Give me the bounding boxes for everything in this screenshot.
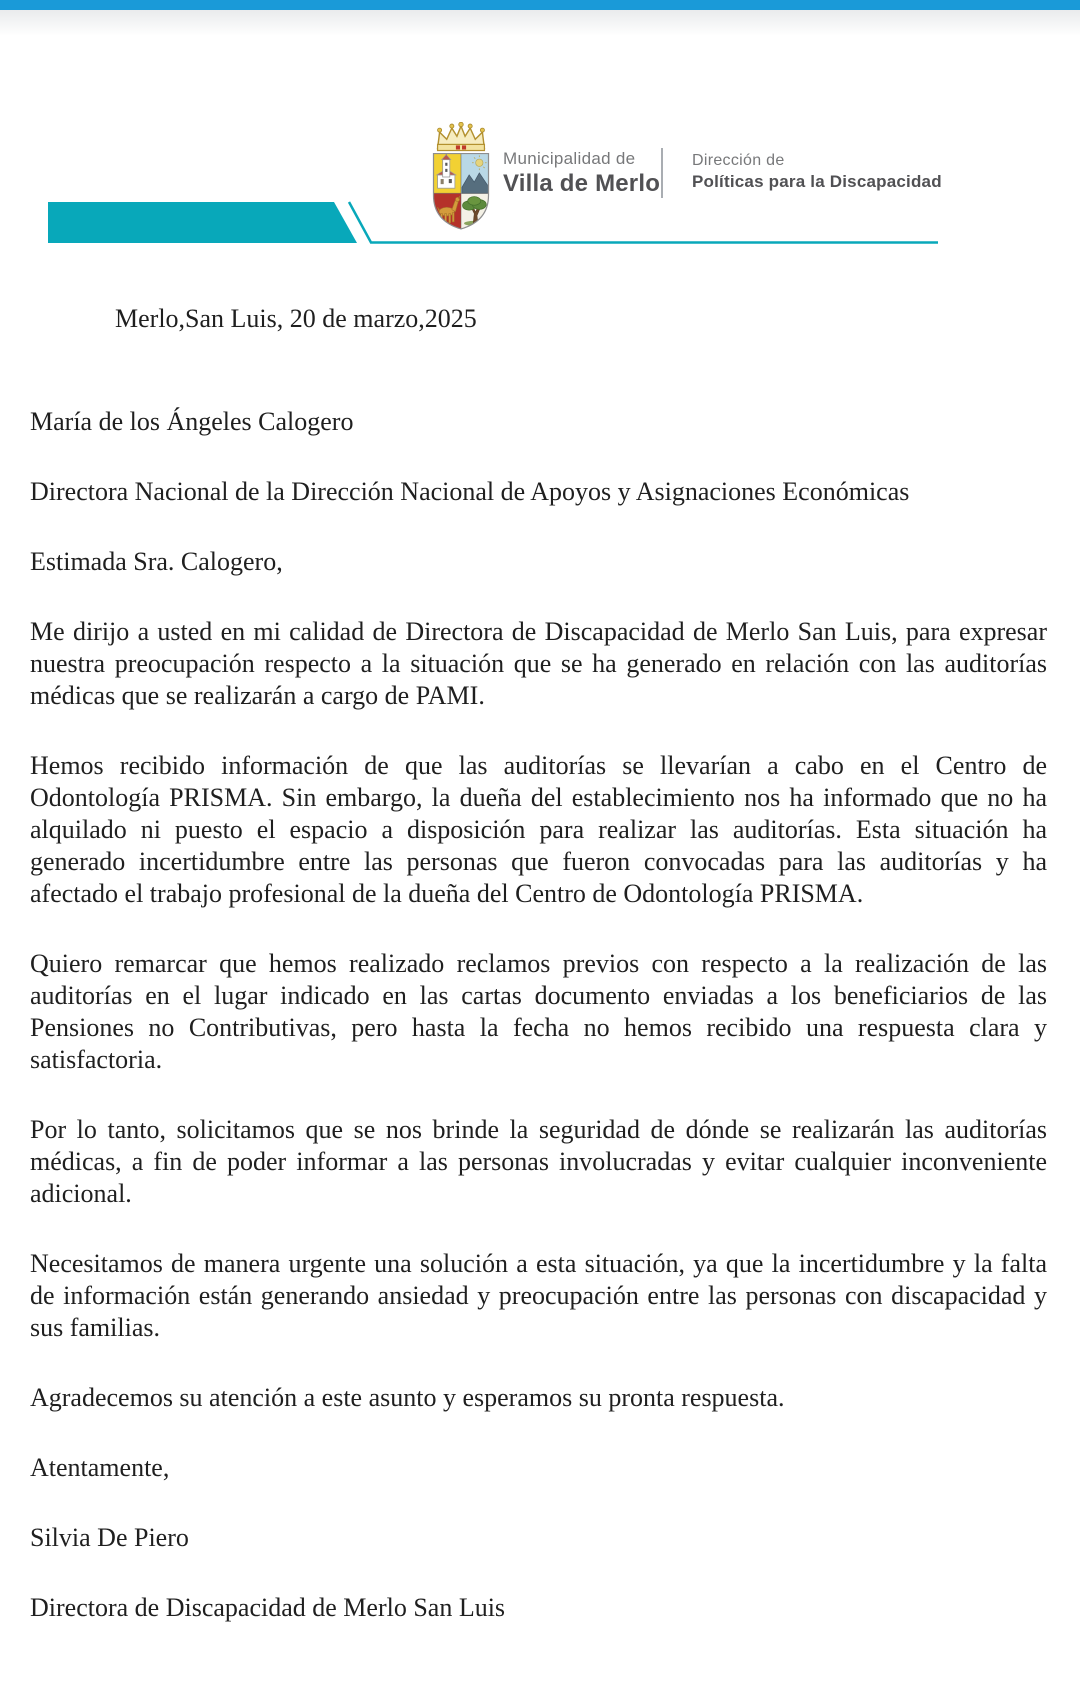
body-paragraph: Quiero remarcar que hemos realizado reclamos previos con respecto a la realización de las auditorías en el lugar indicado en las cartas documento enviadas a los beneficiarios de las Pensiones no Contributivas, pero hasta la fecha no hemos recibido una respuesta clara y satisfactoria. [30,949,1047,1074]
body-paragraph: Me dirijo a usted en mi calidad de Directora de Discapacidad de Merlo San Luis, para expresar nuestra preocupación respecto a la situación que se ha generado en relación con las auditorías médicas que se realizarán a cargo de PAMI. [30,617,1047,710]
org-wordmark [503,148,660,198]
closing-thanks: Agradecemos su atención a este asunto y esperamos su pronta respuesta. [30,1383,785,1412]
body-paragraph: Hemos recibido información de que las auditorías se llevarían a cabo en el Centro de Odontología PRISMA. Sin embargo, la dueña del establecimiento nos ha informado que no ha alquilado ni puesto el espacio a disposición para realizar las auditorías. Esta situación ha generado incertidumbre entre las personas que fueron convocadas para las auditorías y ha afectado el trabajo profesional de la dueña del Centro de Odontología PRISMA. [30,751,1047,908]
org-name: Villa de Merlo [503,170,661,197]
teal-ribbon [0,195,1080,255]
closing: Atentamente, [30,1453,170,1482]
department-name: Políticas para la Discapacidad [692,172,942,191]
recipient-name: María de los Ángeles Calogero [30,407,354,436]
letter-body [30,303,1047,1662]
header-divider [661,148,663,198]
signature-name: Silvia De Piero [30,1523,189,1552]
department-wordmark [692,150,942,193]
crest-crown [438,122,485,150]
signature-title: Directora de Discapacidad de Merlo San Luis [30,1593,506,1622]
org-name-prefix: Municipalidad de [503,149,636,168]
body-paragraph: Por lo tanto, solicitamos que se nos brinde la seguridad de dónde se realizarán las auditorías médicas, a fin de poder informar a las personas involucradas y evitar cualquier inconveniente adicional. [30,1115,1047,1208]
body-paragraph: Necesitamos de manera urgente una solución a esta situación, ya que la incertidumbre y la falta de información están generando ansiedad y preocupación entre las personas con discapacidad y sus familias. [30,1249,1047,1342]
salutation: Estimada Sra. Calogero, [30,547,283,576]
date-line: Merlo,San Luis, 20 de marzo,2025 [115,304,477,333]
department-prefix: Dirección de [692,152,785,169]
recipient-title: Directora Nacional de la Dirección Nacional de Apoyos y Asignaciones Económicas [30,477,910,506]
